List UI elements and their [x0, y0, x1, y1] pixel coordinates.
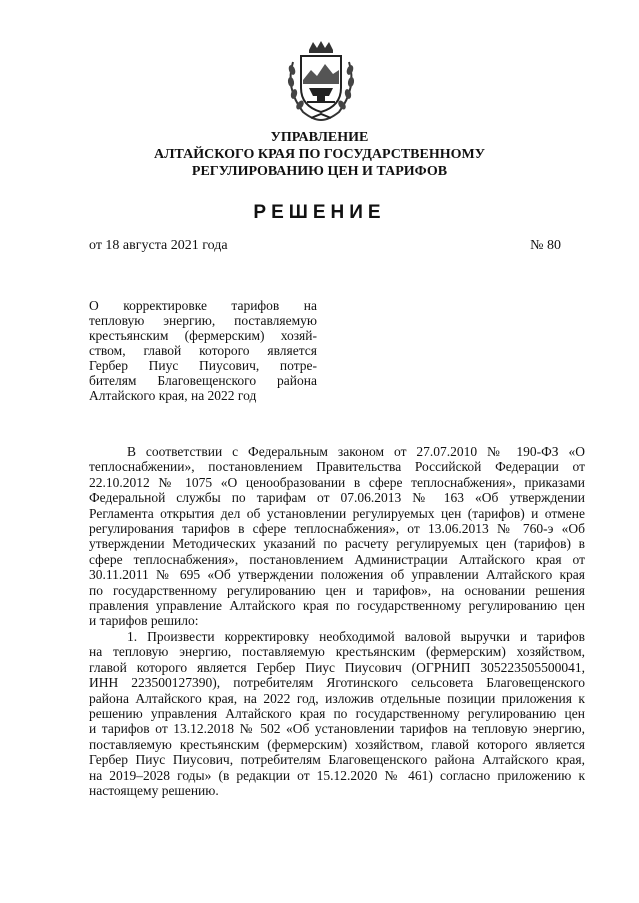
- subject-line: О корректировке тарифов на: [89, 298, 317, 313]
- document-title: РЕШЕНИЕ: [253, 202, 386, 223]
- subject-line: Гербер Пиус Пиусович, потре-: [89, 358, 317, 373]
- body-line: правления управление Алтайского края по государственному регулированию цен: [89, 598, 585, 614]
- body-line: Федеральной службы по тарифам от 07.06.2013 № 163 «Об утверждении: [89, 490, 585, 506]
- authority-header: [0, 129, 639, 180]
- preamble-paragraph: [89, 444, 585, 629]
- body-line: 30.11.2011 № 695 «Об утверждении положения об управлении Алтайского края: [89, 567, 585, 583]
- subject-line: крестьянским (фермерским) хозяй-: [89, 328, 317, 343]
- header-line-3: РЕГУЛИРОВАНИЮ ЦЕН И ТАРИФОВ: [191, 164, 448, 179]
- coat-of-arms-emblem: [283, 40, 359, 124]
- document-body: [89, 444, 585, 798]
- body-line: поставляемую крестьянским (фермерским) хозяйством, главой которого является: [89, 736, 585, 752]
- body-line: решению управления Алтайского края по государственному регулированию цен: [89, 705, 585, 721]
- header-line-2: АЛТАЙСКОГО КРАЯ ПО ГОСУДАРСТВЕННОМУ: [154, 147, 485, 162]
- body-line: регулирования тарифов в сфере теплоснабжения», от 13.06.2013 № 760-э «Об: [89, 521, 585, 537]
- body-line: главой которого является Гербер Пиус Пиусович (ОГРНИП 305223505500041,: [89, 659, 585, 675]
- body-line: теплоснабжении», постановлением Правительства Российской Федерации от: [89, 459, 585, 475]
- body-line: В соответствии с Федеральным законом от 27.07.2010 № 190-ФЗ «О: [127, 444, 585, 459]
- body-line: и тарифов от 13.12.2018 № 502 «Об установлении тарифов на тепловую энергию,: [89, 721, 585, 737]
- subject-block: [89, 298, 317, 403]
- body-line: Регламента открытия дел об установлении регулируемых цен (тарифов) и отмене: [89, 505, 585, 521]
- subject-line: ством, главой которого является: [89, 343, 317, 358]
- body-line: Гербер Пиус Пиусович, потребителям Благовещенского района Алтайского края,: [89, 752, 585, 768]
- body-line: 22.10.2012 № 1075 «О ценообразовании в сфере теплоснабжения», приказами: [89, 474, 585, 490]
- body-line: ИНН 223500127390), потребителям Яготинского сельсовета Благовещенского: [89, 675, 585, 691]
- body-line: на 2019–2028 годы» (в редакции от 15.12.2020 № 461) согласно приложению к: [89, 767, 585, 783]
- subject-line: бителям Благовещенского района: [89, 373, 317, 388]
- body-line: по государственному регулированию цен и тарифов», на основании решения: [89, 582, 585, 598]
- body-line: 1. Произвести корректировку необходимой валовой выручки и тарифов: [127, 628, 585, 644]
- header-line-1: УПРАВЛЕНИЕ: [270, 130, 369, 145]
- document-date: от 18 августа 2021 года: [89, 238, 228, 253]
- item-1-paragraph: [89, 629, 585, 798]
- subject-line: Алтайского края, на 2022 год: [89, 388, 257, 403]
- body-line: утверждении Методических указаний по расчету регулируемых цен (тарифов) в: [89, 536, 585, 552]
- body-line: сфере теплоснабжения», постановлением Администрации Алтайского края от: [89, 551, 585, 567]
- document-number: № 80: [530, 238, 561, 253]
- body-line: и тарифов решило:: [89, 613, 199, 629]
- body-line: настоящему решению.: [89, 782, 219, 798]
- body-line: на тепловую энергию, поставляемую крестьянским (фермерским) хозяйством,: [89, 644, 585, 660]
- body-line: района Алтайского края, на 2022 год, изложив отдельные позиции приложения к: [89, 690, 585, 706]
- subject-line: тепловую энергию, поставляемую: [89, 313, 317, 328]
